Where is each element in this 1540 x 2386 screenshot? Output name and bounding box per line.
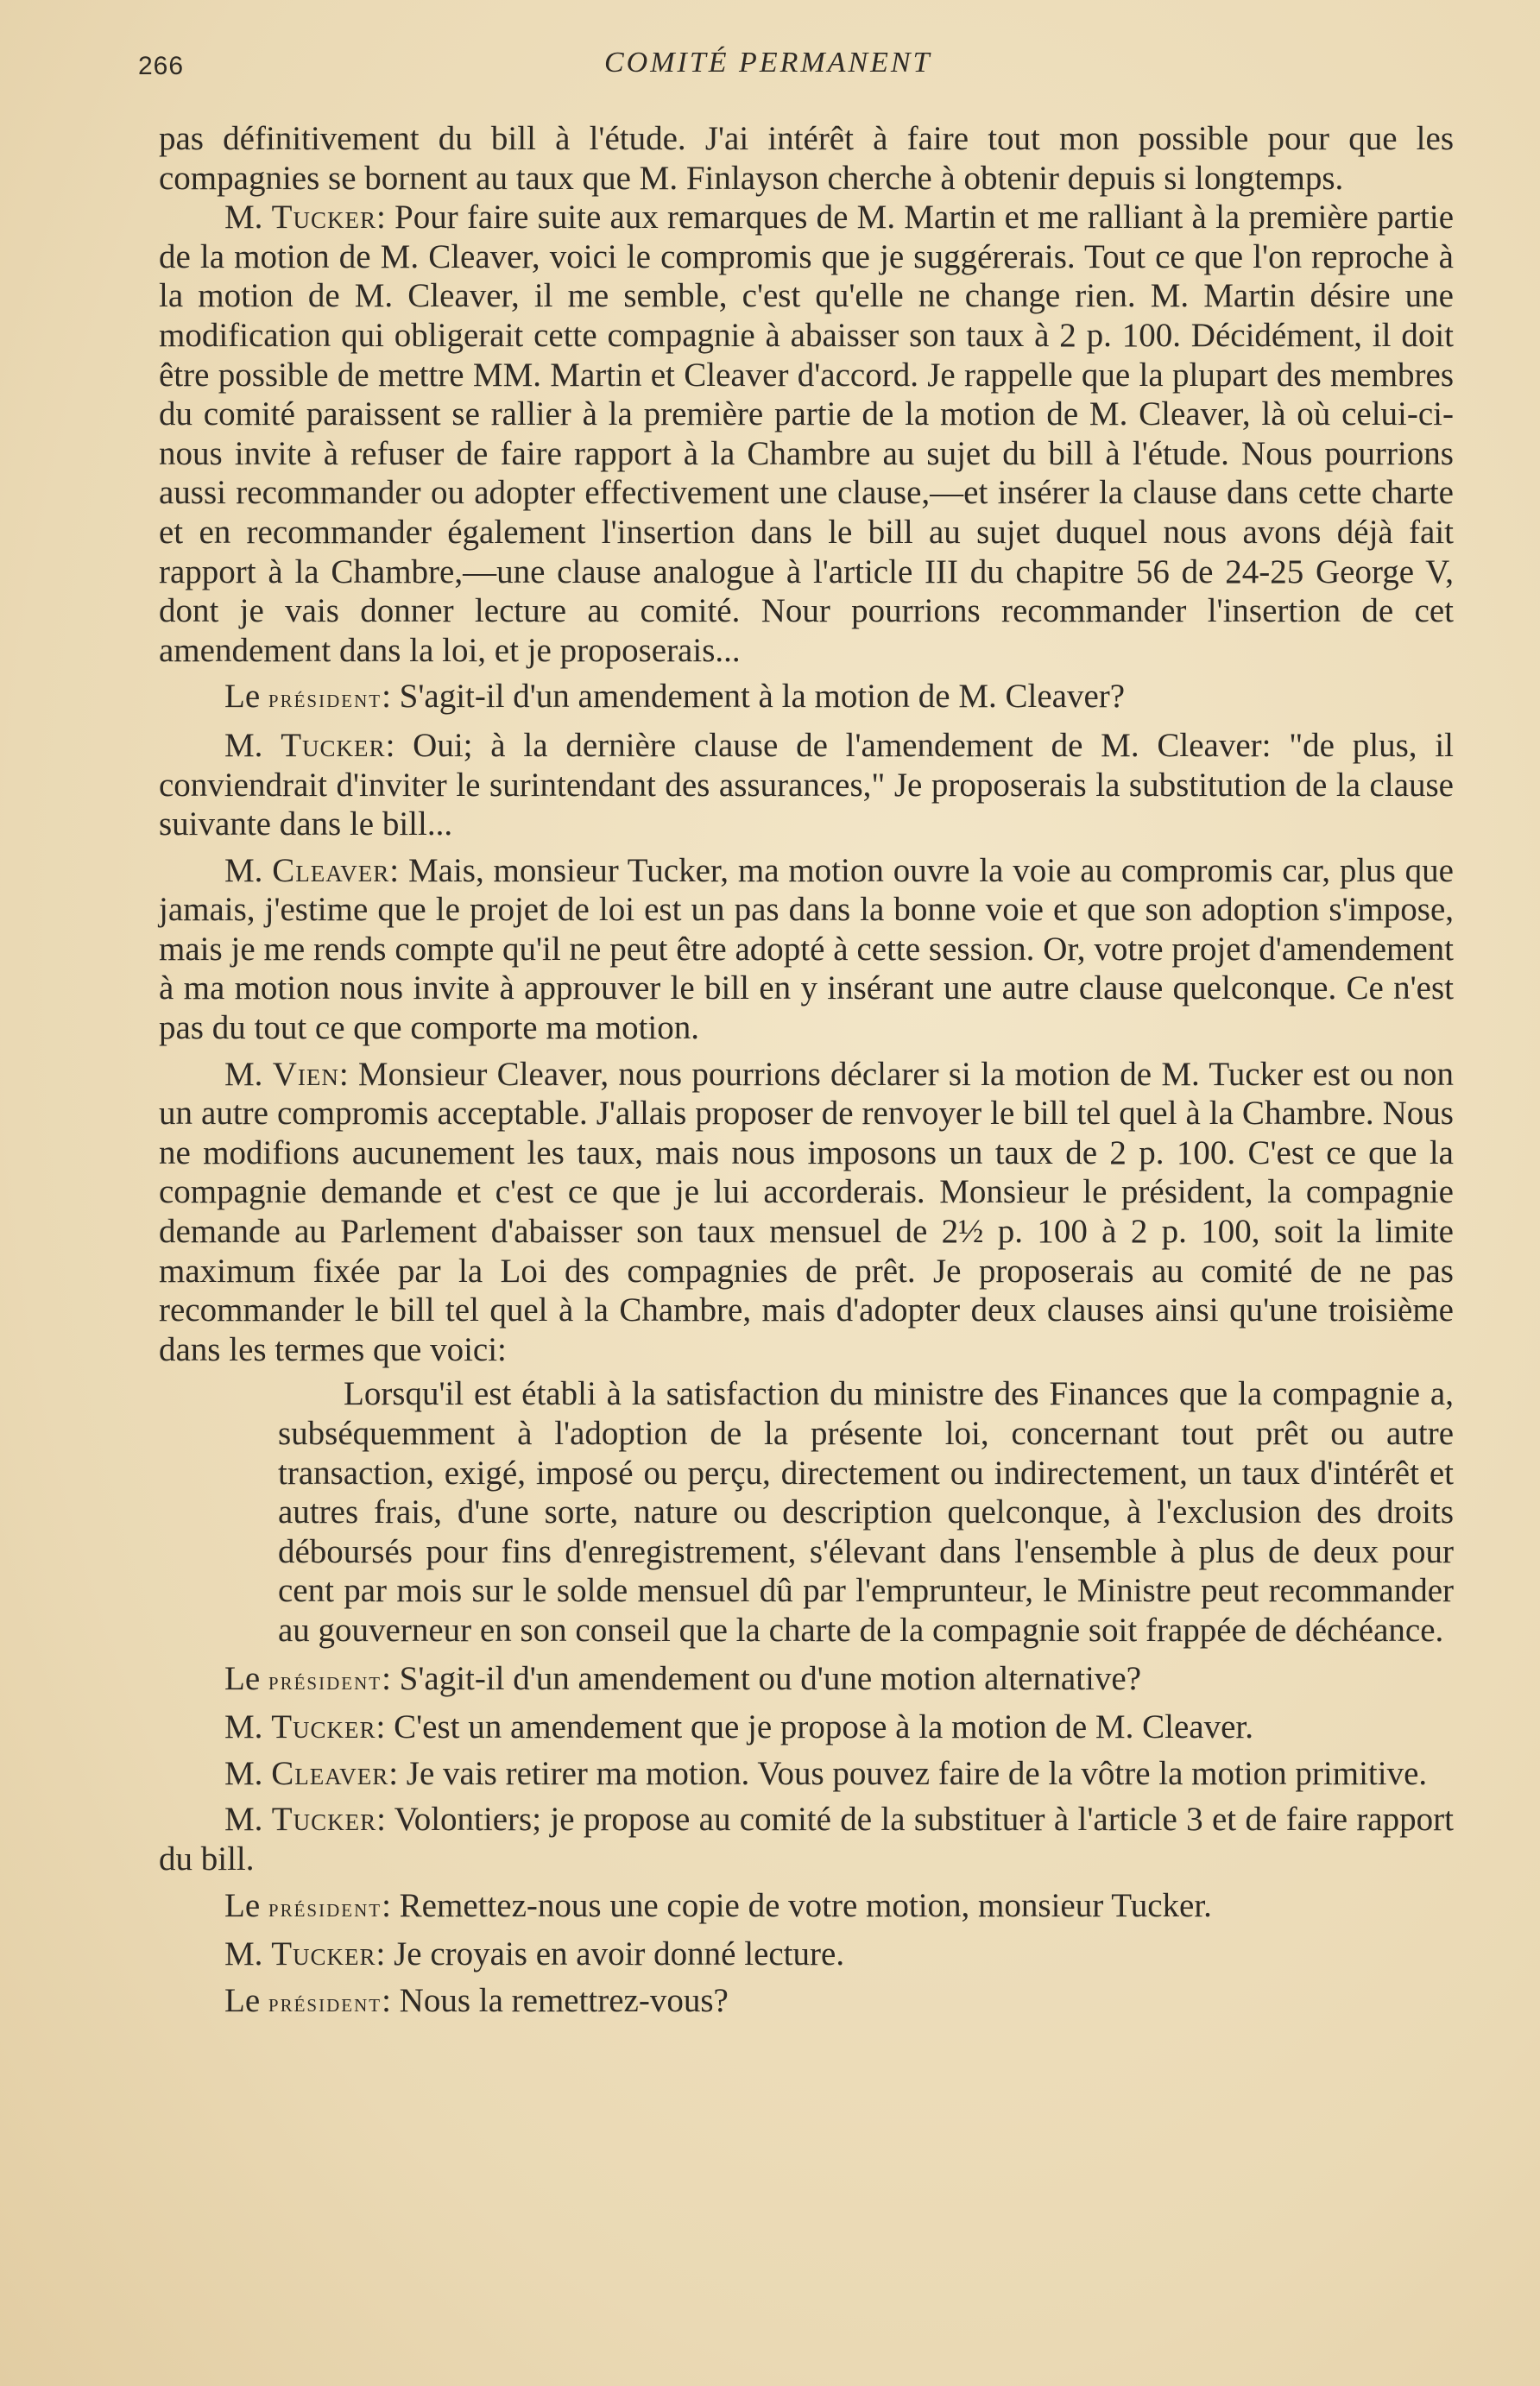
speaker-name: président [268,1666,382,1695]
paragraph: Le président: Remettez-nous une copie de votre motion, monsieur Tucker. [224,1886,1212,1924]
speaker-name: président [268,685,382,714]
paragraph: M. Cleaver: Mais, monsieur Tucker, ma motion ouvre la voie au compromis car, plus que jamais, j'estime que le projet de loi est un pas dans la bonne voie et que son adoption s'impose, mais je me rends compte qu'il ne peut être adopté à cette session. Or, votre projet d'amendement à ma motion nous invite à approuver le bill en y insérant une autre clause quelconque. Ce n'est pas du tout ce que comporte ma motion. [159,851,1454,1047]
speaker-name: Tucker [271,199,376,237]
paragraph: M. Cleaver: Je vais retirer ma motion. Vous pouvez faire de la vôtre la motion primitive. [224,1754,1428,1792]
paragraph: M. Vien: Monsieur Cleaver, nous pourrions déclarer si la motion de M. Tucker est ou non un autre compromis acceptable. J'allais proposer de renvoyer le bill tel quel à la Chambre. Nous ne modifions aucunement les taux, mais nous imposons un taux de 2 p. 100. C'est ce que la compagnie demande et c'est ce que je lui accorderais. Monsieur le président, la compagnie demande au Parlement d'abaisser son taux mensuel de 2½ p. 100 à 2 p. 100, soit la limite maximum fixée par la Loi des compagnies de prêt. Je proposerais au comité de ne pas recommander le bill tel quel à la Chambre, mais d'adopter deux clauses ainsi qu'une troisième dans les termes que voici: [159,1055,1454,1368]
paragraph: M. Tucker: Je croyais en avoir donné lecture. [224,1935,845,1973]
paragraph: M. Tucker: C'est un amendement que je propose à la motion de M. Cleaver. [224,1708,1253,1746]
paragraph: Le président: S'agit-il d'un amendement à la motion de M. Cleaver? [224,678,1126,716]
paragraph: M. Tucker: Pour faire suite aux remarques de M. Martin et me ralliant à la première partie de la motion de M. Cleaver, voici le compromis que je suggérerais. Tout ce que l'on reproche à la motion de M. Cleaver, il me semble, c'est qu'elle ne change rien. M. Martin désire une modification qui obligerait cette compagnie à abaisser son taux à 2 p. 100. Décidément, il doit être possible de mettre MM. Martin et Cleaver d'accord. Je rappelle que la plupart des membres du comité paraissent se rallier à la première partie de la motion de M. Cleaver, là où celui-ci- nous invite à refuser de faire rapport à la Chambre au sujet du bill à l'étude. Nous pourrions aussi recommander ou adopter effectivement une clause,—et insérer la clause dans cette charte et en recommander également l'insertion dans le bill au sujet duquel nous avons déjà fait rapport à la Chambre,—une clause analogue à l'article III du chapitre 56 de 24-25 George V, dont je vais donner lecture au comité. Nour pourrions recommander l'insertion de cet amendement dans la loi, et je proposerais... [159,199,1454,669]
speaker-name: président [268,1988,382,2017]
speaker-name: Cleaver [272,851,390,889]
paragraph: Le président: S'agit-il d'un amendement ou d'une motion alternative? [224,1659,1142,1697]
speaker-name: Tucker [271,1801,377,1839]
speaker-name: Tucker [281,726,386,764]
paragraph: pas définitivement du bill à l'étude. J'ai intérêt à faire tout mon possible pour que les compagnies se bornent au taux que M. Finlayson cherche à obtenir depuis si longtemps. [159,120,1454,197]
body-text [159,119,1454,2023]
paragraph: M. Tucker: Volontiers; je propose au comité de la substituer à l'article 3 et de faire rapport du bill. [159,1801,1454,1878]
speaker-name: président [268,1893,382,1922]
quoted-clause: Lorsqu'il est établi à la satisfaction du ministre des Finances que la compagnie a, subséquemment à l'adoption de la présente loi, concernant tout prêt ou autre transaction, exigé, imposé ou perçu, directement ou indirectement, un taux d'intérêt et autres frais, d'une sorte, nature ou description quelconque, à l'exclusion des droits déboursés pour fins d'enregistrement, s'élevant dans l'ensemble à plus de deux pour cent par mois sur le solde mensuel dû par l'emprunteur, le Ministre peut recommander au gouverneur en son conseil que la charte de la compagnie soit frappée de déchéance. [278,1375,1454,1649]
page-number: 266 [138,52,185,80]
running-head [138,47,1450,90]
speaker-name: Tucker [271,1708,376,1746]
running-title: COMITÉ PERMANENT [604,47,932,79]
paragraph: M. Tucker: Oui; à la dernière clause de l'amendement de M. Cleaver: "de plus, il conviendrait d'inviter le surintendant des assurances," Je proposerais la substitution de la clause suivante dans le bill... [159,726,1454,843]
speaker-name: Cleaver [271,1754,389,1792]
paragraph: Le président: Nous la remettrez-vous? [224,1981,729,2019]
speaker-name: Vien [272,1055,339,1093]
speaker-name: Tucker [271,1935,376,1973]
